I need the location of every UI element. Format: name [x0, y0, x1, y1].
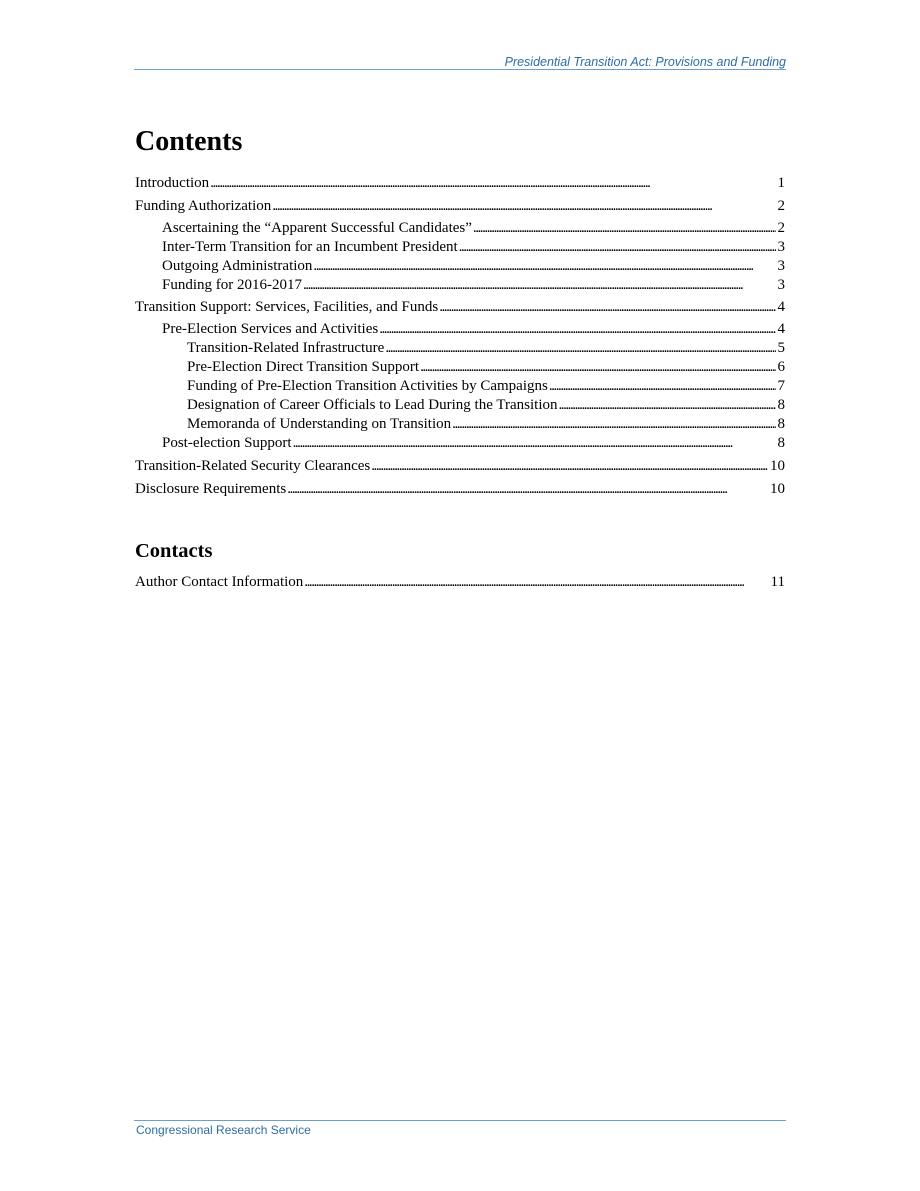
toc-entry-label: Transition-Related Security Clearances: [135, 458, 371, 474]
toc-entry-page: 10: [770, 481, 785, 497]
toc-entry-label: Disclosure Requirements: [135, 481, 287, 497]
dot-leader: [558, 396, 775, 415]
toc-entry-label: Pre-Election Direct Transition Support: [187, 359, 420, 375]
toc-entry-label: Inter-Term Transition for an Incumbent President: [162, 239, 458, 255]
toc-entry-label: Transition Support: Services, Facilities, and Funds: [135, 299, 439, 315]
toc-entry-page: 1: [777, 175, 785, 191]
toc-entry-label: Introduction: [135, 175, 210, 191]
dot-leader: [272, 197, 775, 216]
toc-entry-label: Funding for 2016-2017: [162, 277, 302, 293]
dot-leader: [210, 174, 775, 193]
dot-leader: [379, 320, 775, 339]
toc-entry-inter-term-transition[interactable]: [162, 238, 785, 257]
toc-entry-disclosure-requirements[interactable]: [135, 480, 785, 499]
dot-leader: [371, 457, 768, 476]
footer-organization: Congressional Research Service: [136, 1123, 311, 1137]
dot-leader: [459, 238, 776, 257]
dot-leader: [420, 358, 775, 377]
toc-entry-label: Designation of Career Officials to Lead During the Transition: [187, 397, 558, 413]
toc-entry-transition-infrastructure[interactable]: [187, 339, 785, 358]
toc-entry-label: Transition-Related Infrastructure: [187, 340, 385, 356]
toc-entry-page: 7: [777, 378, 785, 394]
dot-leader: [287, 480, 768, 499]
dot-leader: [313, 257, 775, 276]
toc-entry-page: 8: [777, 397, 785, 413]
toc-entry-page: 4: [777, 321, 785, 337]
toc-entry-author-contact[interactable]: [135, 573, 785, 592]
toc-entry-page: 10: [770, 458, 785, 474]
toc-entry-page: 11: [770, 574, 785, 590]
toc-entry-page: 5: [777, 340, 785, 356]
footer-rule: [134, 1120, 786, 1121]
dot-leader: [473, 219, 776, 238]
toc-entry-outgoing-administration[interactable]: [162, 257, 785, 276]
toc-entry-career-officials[interactable]: [187, 396, 785, 415]
dot-leader: [439, 298, 775, 317]
toc-entry-page: 8: [777, 435, 785, 451]
toc-entry-label: Memoranda of Understanding on Transition: [187, 416, 452, 432]
dot-leader: [293, 434, 776, 453]
toc-entry-ascertaining-candidates[interactable]: [162, 219, 785, 238]
toc-entry-direct-transition-support[interactable]: [187, 358, 785, 377]
dot-leader: [303, 276, 776, 295]
toc-entry-label: Funding of Pre-Election Transition Activities by Campaigns: [187, 378, 548, 394]
toc-entry-memoranda[interactable]: [187, 415, 785, 434]
toc-entry-label: Post-election Support: [162, 435, 292, 451]
toc-entry-funding-authorization[interactable]: [135, 197, 785, 216]
header-rule: [134, 69, 786, 70]
toc-entry-page: 3: [777, 239, 785, 255]
toc-entry-page: 2: [777, 220, 785, 236]
dot-leader: [385, 339, 775, 358]
toc-entry-label: Outgoing Administration: [162, 258, 313, 274]
toc-entry-introduction[interactable]: [135, 174, 785, 193]
toc-entry-page: 3: [777, 258, 785, 274]
dot-leader: [304, 573, 768, 592]
toc-entry-post-election-support[interactable]: [162, 434, 785, 453]
toc-entry-page: 2: [777, 198, 785, 214]
toc-entry-page: 3: [777, 277, 785, 293]
toc-entry-funding-2016-2017[interactable]: [162, 276, 785, 295]
toc-entry-page: 8: [777, 416, 785, 432]
toc-entry-funding-by-campaigns[interactable]: [187, 377, 785, 396]
toc-entry-page: 6: [777, 359, 785, 375]
contents-heading: Contents: [135, 126, 243, 157]
running-header-title: Presidential Transition Act: Provisions and Funding: [504, 55, 786, 69]
toc-entry-transition-support[interactable]: [135, 298, 785, 317]
toc-entry-label: Author Contact Information: [135, 574, 304, 590]
contacts-heading: Contacts: [135, 540, 213, 562]
toc-entry-label: Funding Authorization: [135, 198, 272, 214]
dot-leader: [452, 415, 775, 434]
toc-entry-pre-election-services[interactable]: [162, 320, 785, 339]
toc-entry-page: 4: [777, 299, 785, 315]
toc-entry-label: Ascertaining the “Apparent Successful Candidates”: [162, 220, 472, 236]
dot-leader: [549, 377, 776, 396]
toc-entry-security-clearances[interactable]: [135, 457, 785, 476]
toc-entry-label: Pre-Election Services and Activities: [162, 321, 379, 337]
